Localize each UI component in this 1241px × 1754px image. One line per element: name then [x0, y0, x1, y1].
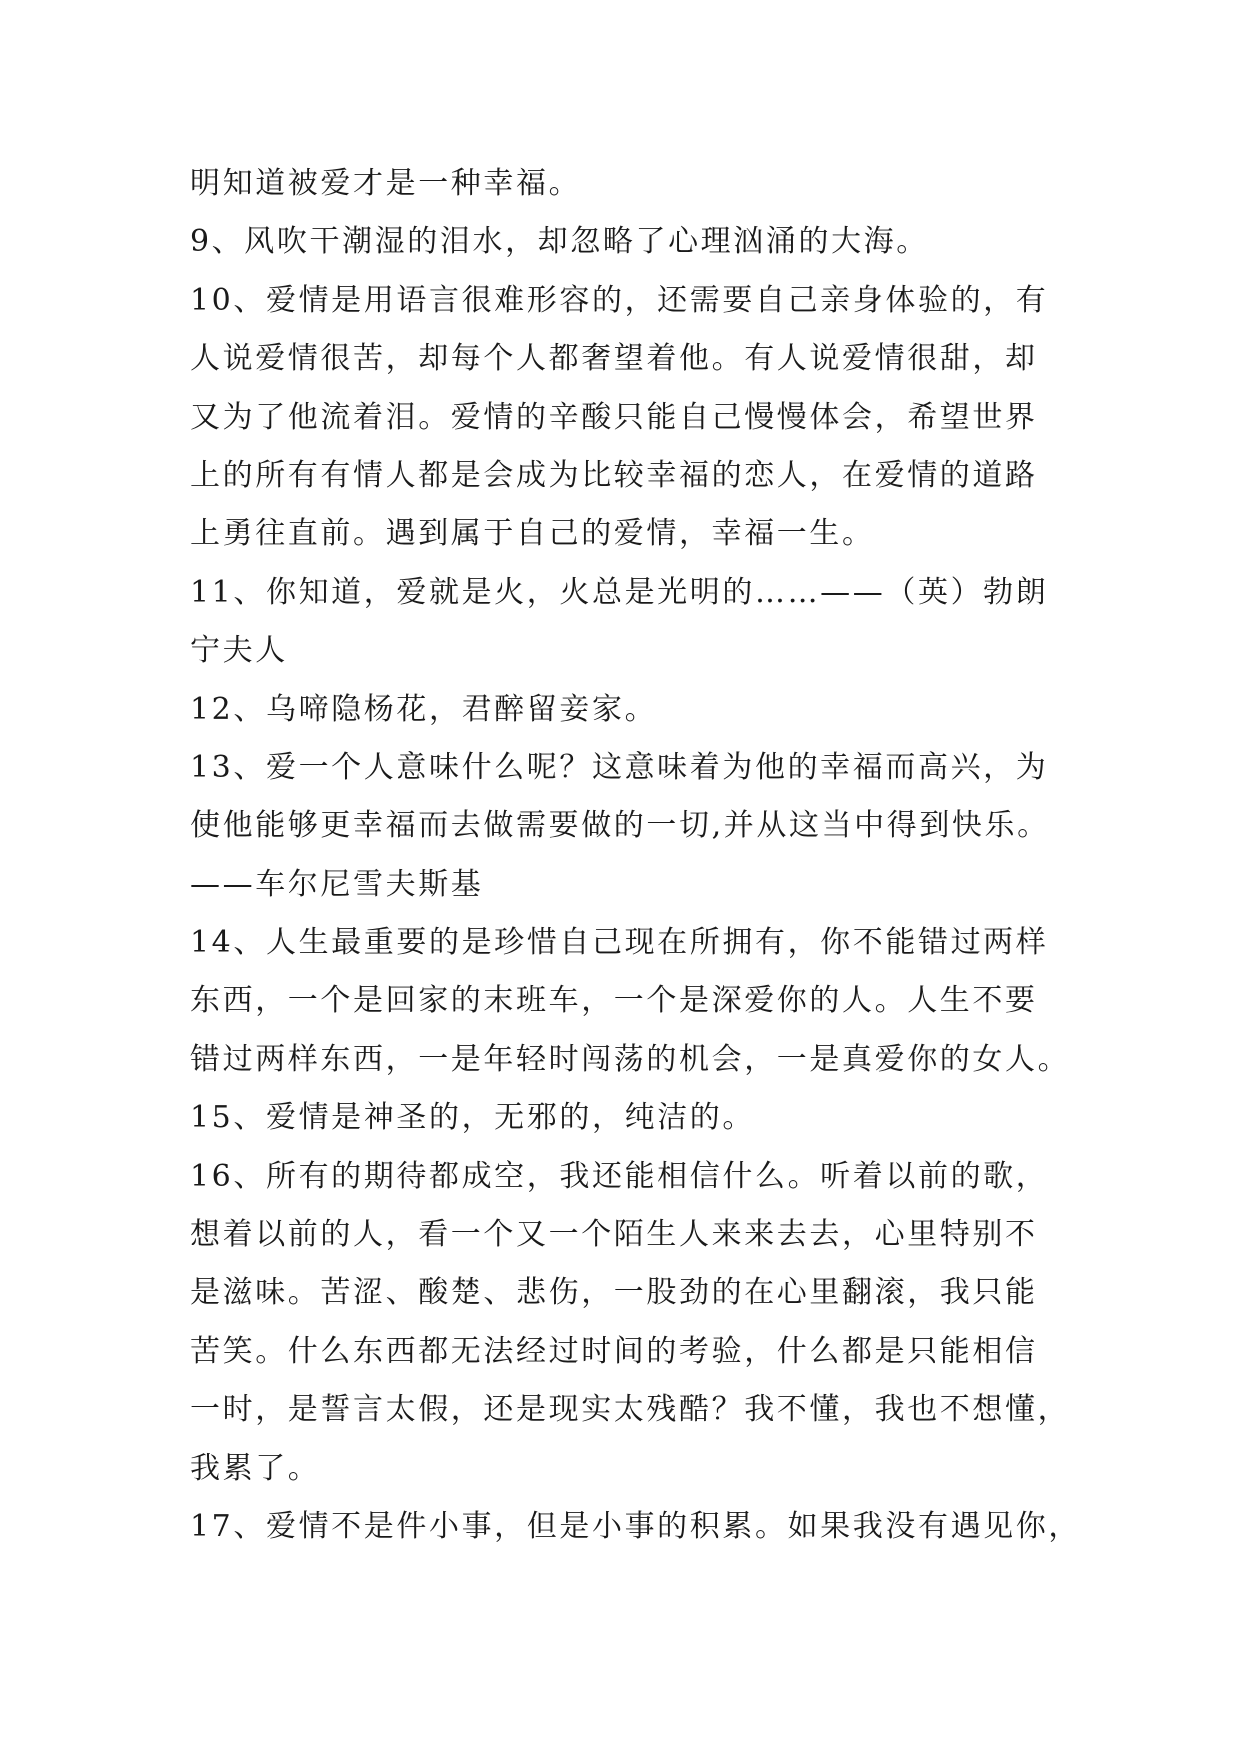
- text-line: 明知道被爱才是一种幸福。: [190, 166, 582, 201]
- text-line: 又为了他流着泪。爱情的辛酸只能自己慢慢体会，希望世界: [190, 399, 1038, 435]
- text-line: 上的所有有情人都是会成为比较幸福的恋人，在爱情的道路: [190, 457, 1038, 493]
- text-line: 想着以前的人，看一个又一个陌生人来来去去，心里特别不: [190, 1217, 1038, 1253]
- text-line: 11、你知道，爱就是火，火总是光明的……——（英）勃朗: [190, 574, 1049, 610]
- document-body: [190, 155, 1081, 1556]
- text-line: 错过两样东西，一是年轻时闯荡的机会，一是真爱你的女人。: [190, 1041, 1071, 1077]
- text-line: 16、所有的期待都成空，我还能相信什么。听着以前的歌，: [190, 1158, 1049, 1194]
- text-line: 我累了。: [190, 1450, 321, 1486]
- text-line: ——车尔尼雪夫斯基: [190, 866, 484, 902]
- text-line: 17、爱情不是件小事，但是小事的积累。如果我没有遇见你，: [190, 1508, 1081, 1544]
- text-line: 是滋味。苦涩、酸楚、悲伤，一股劲的在心里翻滚，我只能: [190, 1275, 1038, 1311]
- text-line: 10、爱情是用语言很难形容的，还需要自己亲身体验的，有: [190, 282, 1049, 318]
- text-line: 12、乌啼隐杨花，君醉留妾家。: [190, 691, 658, 727]
- text-line: 使他能够更幸福而去做需要做的一切,并从这当中得到快乐。: [190, 808, 1050, 844]
- text-line: 14、人生最重要的是珍惜自己现在所拥有，你不能错过两样: [190, 925, 1049, 961]
- text-line: 人说爱情很苦，却每个人都奢望着他。有人说爱情很甜，却: [190, 341, 1038, 377]
- text-line: 上勇往直前。遇到属于自己的爱情，幸福一生。: [190, 516, 875, 552]
- text-line: 一时，是誓言太假，还是现实太残酷？我不懂，我也不想懂，: [190, 1392, 1071, 1428]
- text-line: 9、风吹干潮湿的泪水，却忽略了心理汹涌的大海。: [190, 224, 929, 260]
- text-line: 苦笑。什么东西都无法经过时间的考验，什么都是只能相信: [190, 1333, 1038, 1369]
- text-line: 宁夫人: [190, 633, 288, 669]
- text-line: 东西，一个是回家的末班车，一个是深爱你的人。人生不要: [190, 983, 1038, 1019]
- text-line: 15、爱情是神圣的，无邪的，纯洁的。: [190, 1100, 755, 1136]
- text-line: 13、爱一个人意味什么呢？这意味着为他的幸福而高兴，为: [190, 749, 1049, 785]
